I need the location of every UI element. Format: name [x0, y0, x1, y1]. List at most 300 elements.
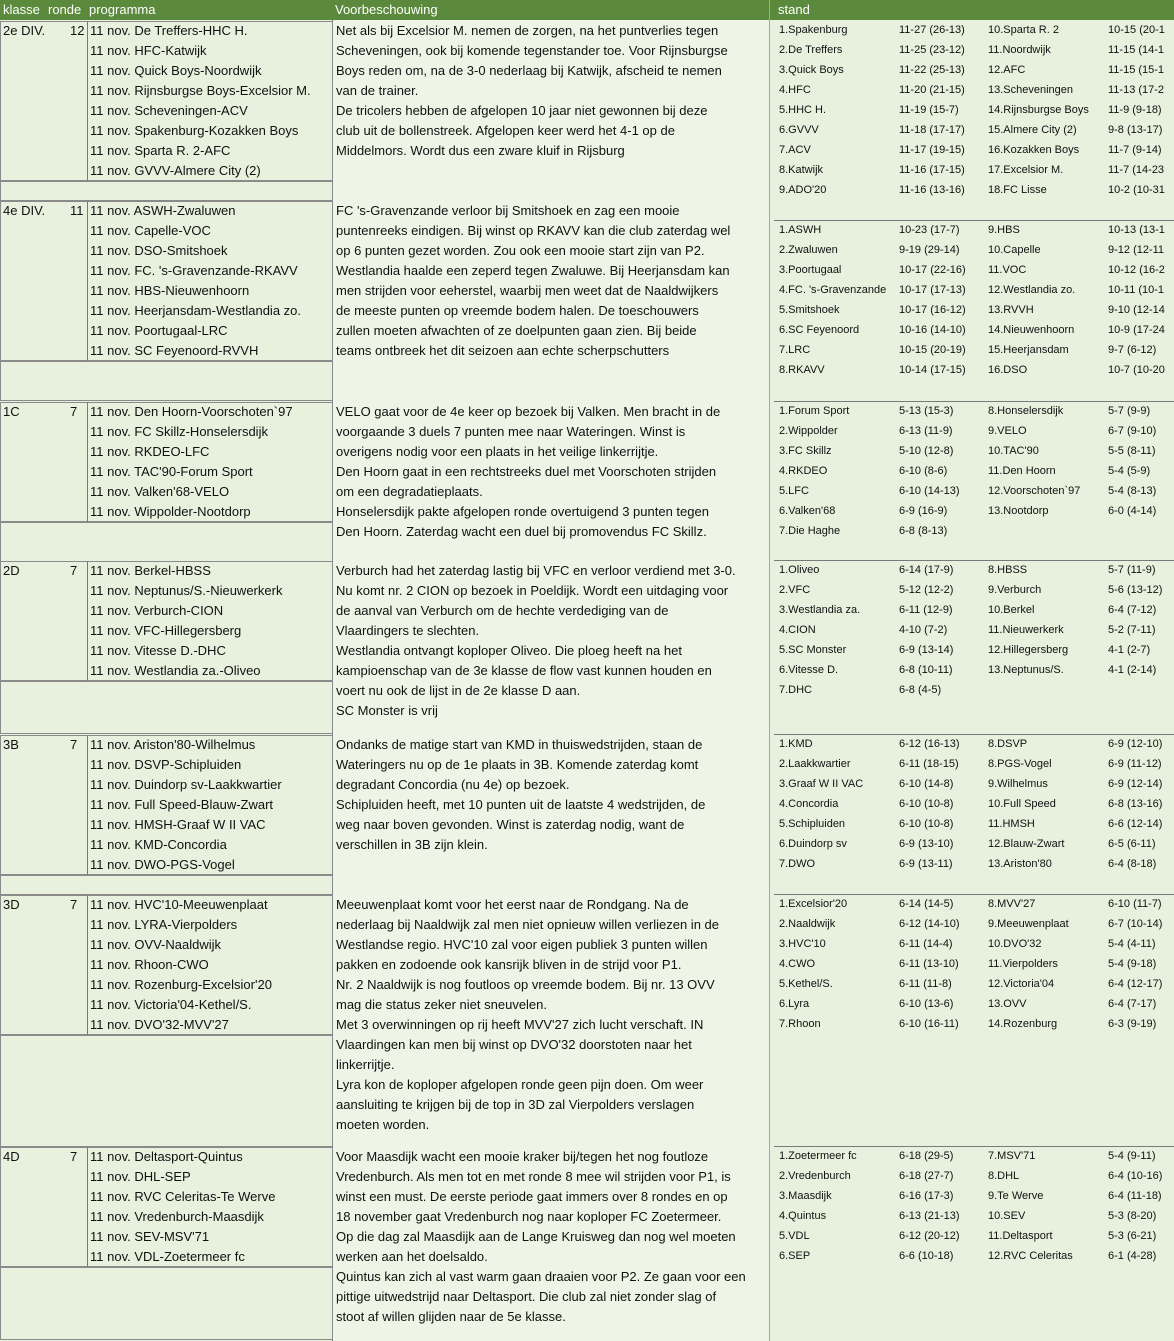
stand-score: 6-9 (11-12)	[1108, 758, 1162, 770]
preview-line: VELO gaat voor de 4e keer op bezoek bij Valken. Men bracht in de	[336, 404, 721, 419]
stand-team: 12.Voorschoten`97	[988, 485, 1081, 497]
divider	[87, 561, 88, 681]
preview-line: Schipluiden heeft, met 10 punten uit de laatste 4 wedstrijden, de	[336, 797, 706, 812]
stand-team: 4.Quintus	[779, 1210, 827, 1222]
preview-line: pakken en zodoende ook kansrijk bliven in de strijd voor P1.	[336, 957, 682, 972]
stand-score: 10-11 (10-1	[1108, 284, 1165, 296]
stand-team: 17.Excelsior M.	[988, 164, 1064, 176]
preview-line: Vredenburch. Als men tot en met ronde 8 mee wil strijden voor P1, is	[336, 1169, 731, 1184]
stand-team: 4.HFC	[779, 84, 811, 96]
stand-team: 10.Berkel	[988, 604, 1035, 616]
stand-team: 9.Meeuwenplaat	[988, 918, 1069, 930]
preview-line: 18 november gaat Vredenburch nog naar koploper FC Zoetermeer.	[336, 1209, 722, 1224]
stand-team: 11.VOC	[988, 264, 1027, 276]
stand-score: 6-9 (16-9)	[899, 505, 948, 517]
stand-score: 6-9 (13-14)	[899, 644, 954, 656]
stand-score: 10-12 (16-2	[1108, 264, 1165, 276]
stand-score: 11-9 (9-18)	[1108, 104, 1162, 116]
preview-line: Westlandia haalde een zeperd tegen Zwaluwe. Bij Heerjansdam kan	[336, 263, 730, 278]
preview-line: werken aan het doelsaldo.	[336, 1249, 488, 1264]
stand-score: 6-7 (9-10)	[1108, 425, 1157, 437]
preview-line: degradant Concordia (nu 4e) op bezoek.	[336, 777, 570, 792]
stand-score: 6-6 (10-18)	[899, 1250, 954, 1262]
stand-score: 6-4 (7-12)	[1108, 604, 1157, 616]
match-row: 11 nov. HVC'10-Meeuwenplaat	[90, 897, 268, 912]
stand-team: 2.Naaldwijk	[779, 918, 836, 930]
stand-score: 6-10 (10-8)	[899, 818, 954, 830]
match-row: 11 nov. DVO'32-MVV'27	[90, 1017, 229, 1032]
stand-score: 6-4 (11-18)	[1108, 1190, 1162, 1202]
header-programma: programma	[89, 2, 156, 17]
stand-score: 9-19 (29-14)	[899, 244, 960, 256]
stand-team: 3.Westlandia za.	[779, 604, 861, 616]
stand-team: 11.Den Hoorn	[988, 465, 1056, 477]
ronde-value: 7	[70, 897, 78, 912]
match-row: 11 nov. KMD-Concordia	[90, 837, 227, 852]
stand-team: 8.RKAVV	[779, 364, 825, 376]
stand-team: 18.FC Lisse	[988, 184, 1047, 196]
preview-line: Nr. 2 Naaldwijk is nog foutloos op vreemde bodem. Bij nr. 13 OVV	[336, 977, 715, 992]
stand-score: 6-18 (29-5)	[899, 1150, 954, 1162]
blank-row	[0, 1267, 333, 1340]
stand-score: 11-16 (13-16)	[899, 184, 965, 196]
header-klasse: klasse	[3, 2, 40, 17]
match-row: 11 nov. DHL-SEP	[90, 1169, 191, 1184]
preview-line: puntenreeks eindigen. Bij winst op RKAVV kan die club zaterdag wel	[336, 223, 731, 238]
ronde-value: 7	[70, 563, 78, 578]
stand-score: 5-10 (12-8)	[899, 445, 954, 457]
stand-team: 11.Nieuwerkerk	[988, 624, 1064, 636]
stand-team: 1.ASWH	[779, 224, 822, 236]
ronde-value: 7	[70, 404, 78, 419]
match-row: 11 nov. Rijnsburgse Boys-Excelsior M.	[90, 83, 311, 98]
stand-score: 6-18 (27-7)	[899, 1170, 954, 1182]
stand-team: 9.Verburch	[988, 584, 1042, 596]
preview-line: Den Hoorn gaat in een rechtstreeks duel met Voorschoten strijden	[336, 464, 717, 479]
match-row: 11 nov. GVVV-Almere City (2)	[90, 163, 261, 178]
stand-score: 6-8 (8-13)	[899, 525, 948, 537]
preview-line: op 6 punten gezet worden. Zou ook een mooie start zijn van P2.	[336, 243, 705, 258]
stand-score: 6-4 (12-17)	[1108, 978, 1163, 990]
stand-score: 11-17 (19-15)	[899, 144, 965, 156]
stand-score: 10-13 (13-1	[1108, 224, 1165, 236]
stand-score: 6-12 (20-12)	[899, 1230, 960, 1242]
match-row: 11 nov. Victoria'04-Kethel/S.	[90, 997, 252, 1012]
klasse-label: 2D	[3, 563, 20, 578]
preview-line: Vlaardingen kan men bij winst op DVO'32 doorstoten naar het	[336, 1037, 692, 1052]
stand-score: 5-4 (5-9)	[1108, 465, 1151, 477]
preview-line: men strijden voor eeherstel, waarbij men weet dat de Naaldwijkers	[336, 283, 719, 298]
stand-score: 9-10 (12-14	[1108, 304, 1165, 316]
stand-score: 6-10 (11-7)	[1108, 898, 1162, 910]
stand-score: 10-23 (17-7)	[899, 224, 960, 236]
stand-score: 6-12 (14-10)	[899, 918, 960, 930]
stand-team: 8.Katwijk	[779, 164, 824, 176]
stand-score: 5-7 (9-9)	[1108, 405, 1151, 417]
stand-team: 7.MSV'71	[988, 1150, 1036, 1162]
preview-line: Met 3 overwinningen op rij heeft MVV'27 zich lucht verschaft. IN	[336, 1017, 704, 1032]
stand-score: 5-5 (8-11)	[1108, 445, 1156, 457]
blank-row	[0, 181, 333, 201]
stand-score: 10-17 (17-13)	[899, 284, 966, 296]
stand-team: 7.ACV	[779, 144, 811, 156]
preview-line: FC 's-Gravenzande verloor bij Smitshoek en zag een mooie	[336, 203, 680, 218]
match-row: 11 nov. VDL-Zoetermeer fc	[90, 1249, 245, 1264]
stand-team: 1.Excelsior'20	[779, 898, 848, 910]
stand-team: 11.Deltasport	[988, 1230, 1053, 1242]
stand-score: 10-2 (10-31	[1108, 184, 1165, 196]
divider	[87, 402, 88, 522]
preview-line: teams ontbreek het dit seizoen aan echte scherpschutters	[336, 343, 670, 358]
preview-line: voorgaande 3 duels 7 punten mee naar Wateringen. Winst is	[336, 424, 686, 439]
stand-score: 6-10 (14-8)	[899, 778, 954, 790]
preview-line: verschillen in 3B zijn klein.	[336, 837, 488, 852]
blank-row	[0, 361, 333, 401]
stand-team: 1.Spakenburg	[779, 24, 848, 36]
stand-team: 2.Laakkwartier	[779, 758, 851, 770]
stand-score: 5-4 (4-11)	[1108, 938, 1156, 950]
stand-team: 11.Vierpolders	[988, 958, 1058, 970]
stand-team: 8.MVV'27	[988, 898, 1036, 910]
preview-line: Westlandia ontvangt koploper Oliveo. Die ploeg heeft na het	[336, 643, 682, 658]
match-row: 11 nov. Westlandia za.-Oliveo	[90, 663, 261, 678]
stand-team: 1.KMD	[779, 738, 813, 750]
stand-team: 13.Nootdorp	[988, 505, 1049, 517]
match-row: 11 nov. Berkel-HBSS	[90, 563, 211, 578]
blank-row	[0, 875, 333, 895]
stand-score: 11-19 (15-7)	[899, 104, 959, 116]
stand-team: 1.Forum Sport	[779, 405, 850, 417]
stand-team: 7.DWO	[779, 858, 816, 870]
stand-score: 10-7 (10-20	[1108, 364, 1165, 376]
stand-team: 4.CWO	[779, 958, 816, 970]
stand-score: 11-20 (21-15)	[899, 84, 965, 96]
match-row: 11 nov. Ariston'80-Wilhelmus	[90, 737, 256, 752]
stand-score: 6-10 (16-11)	[899, 1018, 959, 1030]
stand-team: 2.Wippolder	[779, 425, 838, 437]
stand-team: 16.DSO	[988, 364, 1028, 376]
ronde-value: 7	[70, 1149, 78, 1164]
stand-team: 10.Sparta R. 2	[988, 24, 1059, 36]
ronde-value: 11	[70, 203, 84, 218]
header-bar	[0, 0, 1174, 20]
stand-score: 4-10 (7-2)	[899, 624, 948, 636]
stand-score: 11-15 (14-1	[1108, 44, 1165, 56]
divider	[769, 0, 770, 1341]
stand-team: 13.OVV	[988, 998, 1027, 1010]
stand-score: 5-3 (8-20)	[1108, 1210, 1157, 1222]
klasse-label: 1C	[3, 404, 20, 419]
stand-team: 8.HBSS	[988, 564, 1028, 576]
stand-team: 5.HHC H.	[779, 104, 827, 116]
stand-score: 11-15 (15-1	[1108, 64, 1165, 76]
stand-team: 2.Zwaluwen	[779, 244, 838, 256]
stand-team: 2.Vredenburch	[779, 1170, 851, 1182]
stand-team: 9.VELO	[988, 425, 1027, 437]
stand-team: 13.RVVH	[988, 304, 1034, 316]
stand-team: 13.Scheveningen	[988, 84, 1074, 96]
stand-team: 9.HBS	[988, 224, 1020, 236]
stand-team: 6.SEP	[779, 1250, 811, 1262]
blank-row	[0, 1035, 333, 1147]
stand-score: 9-8 (13-17)	[1108, 124, 1163, 136]
stand-score: 6-11 (12-9)	[899, 604, 953, 616]
stand-team: 6.Vitesse D.	[779, 664, 839, 676]
preview-line: zullen moeten afwachten of ze doelpunten gaan zien. Bij beide	[336, 323, 697, 338]
stand-team: 12.Westlandia zo.	[988, 284, 1076, 296]
stand-score: 10-15 (20-1	[1108, 24, 1165, 36]
stand-score: 6-11 (18-15)	[899, 758, 959, 770]
stand-score: 11-13 (17-2	[1108, 84, 1165, 96]
match-row: 11 nov. Deltasport-Quintus	[90, 1149, 243, 1164]
preview-line: overigens nodig voor een plaats in het veilige linkerrijtje.	[336, 444, 659, 459]
stand-score: 5-6 (13-12)	[1108, 584, 1163, 596]
stand-team: 4.RKDEO	[779, 465, 828, 477]
stand-team: 12.Blauw-Zwart	[988, 838, 1065, 850]
match-row: 11 nov. RVC Celeritas-Te Werve	[90, 1189, 276, 1204]
match-row: 11 nov. Capelle-VOC	[90, 223, 211, 238]
stand-score: 6-3 (9-19)	[1108, 1018, 1157, 1030]
stand-team: 5.Kethel/S.	[779, 978, 833, 990]
stand-team: 12.RVC Celeritas	[988, 1250, 1073, 1262]
stand-score: 6-8 (4-5)	[899, 684, 942, 696]
stand-team: 13.Ariston'80	[988, 858, 1052, 870]
preview-line: Ondanks de matige start van KMD in thuiswedstrijden, staan de	[336, 737, 703, 752]
preview-line: mag die status zeker niet sneuvelen.	[336, 997, 548, 1012]
match-row: 11 nov. FC. 's-Gravenzande-RKAVV	[90, 263, 298, 278]
divider	[87, 21, 88, 181]
stand-team: 3.Poortugaal	[779, 264, 842, 276]
match-row: 11 nov. HFC-Katwijk	[90, 43, 207, 58]
klasse-label: 2e DIV.	[3, 23, 46, 38]
stand-score: 5-7 (11-9)	[1108, 564, 1156, 576]
match-row: 11 nov. Poortugaal-LRC	[90, 323, 228, 338]
header-stand: stand	[778, 2, 810, 17]
preview-line: Wateringers nu op de 1e plaats in 3B. Komende zaterdag komt	[336, 757, 699, 772]
stand-score: 6-9 (13-11)	[899, 858, 953, 870]
stand-score: 5-4 (8-13)	[1108, 485, 1157, 497]
match-row: 11 nov. RKDEO-LFC	[90, 444, 210, 459]
match-row: 11 nov. Neptunus/S.-Nieuwerkerk	[90, 583, 283, 598]
stand-score: 6-8 (10-11)	[899, 664, 953, 676]
preview-line: van de trainer.	[336, 83, 419, 98]
stand-team: 10.DVO'32	[988, 938, 1042, 950]
stand-score: 6-16 (17-3)	[899, 1190, 954, 1202]
stand-score: 5-13 (15-3)	[899, 405, 954, 417]
ronde-value: 7	[70, 737, 78, 752]
stand-team: 12.Victoria'04	[988, 978, 1055, 990]
blank-row	[0, 681, 333, 734]
match-row: 11 nov. Vitesse D.-DHC	[90, 643, 226, 658]
stand-score: 6-13 (21-13)	[899, 1210, 960, 1222]
stand-score: 6-9 (12-14)	[1108, 778, 1163, 790]
stand-team: 3.FC Skillz	[779, 445, 832, 457]
preview-line: weg naar boven gevonden. Winst is zaterdag nodig, want de	[336, 817, 685, 832]
preview-line: pittige uitwedstrijd naar Deltasport. Die club zal niet zonder slag of	[336, 1289, 717, 1304]
klasse-label: 3D	[3, 897, 20, 912]
match-row: 11 nov. Scheveningen-ACV	[90, 103, 248, 118]
match-row: 11 nov. SEV-MSV'71	[90, 1229, 210, 1244]
stand-team: 9.ADO'20	[779, 184, 827, 196]
stand-score: 6-14 (17-9)	[899, 564, 954, 576]
stand-team: 8.Honselersdijk	[988, 405, 1064, 417]
preview-line: Middelmors. Wordt dus een zware kluif in Rijsburg	[336, 143, 625, 158]
match-row: 11 nov. Quick Boys-Noordwijk	[90, 63, 262, 78]
match-row: 11 nov. SC Feyenoord-RVVH	[90, 343, 259, 358]
match-row: 11 nov. Valken'68-VELO	[90, 484, 230, 499]
stand-score: 6-11 (14-4)	[899, 938, 953, 950]
preview-line: Vlaardingers te slechten.	[336, 623, 480, 638]
stand-team: 12.AFC	[988, 64, 1026, 76]
stand-score: 11-27 (26-13)	[899, 24, 965, 36]
preview-line: linkerrijtje.	[336, 1057, 395, 1072]
stand-team: 4.CION	[779, 624, 816, 636]
stand-team: 13.Neptunus/S.	[988, 664, 1064, 676]
stand-score: 6-4 (10-16)	[1108, 1170, 1163, 1182]
stand-score: 6-4 (7-17)	[1108, 998, 1157, 1010]
klasse-label: 4e DIV.	[3, 203, 46, 218]
match-row: 11 nov. Sparta R. 2-AFC	[90, 143, 231, 158]
match-row: 11 nov. Heerjansdam-Westlandia zo.	[90, 303, 301, 318]
stand-score: 6-9 (12-10)	[1108, 738, 1163, 750]
stand-team: 16.Kozakken Boys	[988, 144, 1080, 156]
match-row: 11 nov. FC Skillz-Honselersdijk	[90, 424, 268, 439]
stand-team: 7.LRC	[779, 344, 811, 356]
stand-score: 5-3 (6-21)	[1108, 1230, 1157, 1242]
header-ronde: ronde	[48, 2, 82, 17]
preview-line: de meeste punten op vreemde bodem halen. De toeschouwers	[336, 303, 699, 318]
stand-score: 6-14 (14-5)	[899, 898, 954, 910]
preview-line: om een degradatieplaats.	[336, 484, 483, 499]
stand-score: 6-11 (11-8)	[899, 978, 952, 990]
stand-team: 5.VDL	[779, 1230, 810, 1242]
stand-team: 5.Schipluiden	[779, 818, 846, 830]
stand-team: 6.Duindorp sv	[779, 838, 847, 850]
stand-team: 3.Quick Boys	[779, 64, 844, 76]
match-row: 11 nov. DSO-Smitshoek	[90, 243, 228, 258]
stand-team: 1.Zoetermeer fc	[779, 1150, 857, 1162]
preview-line: Den Hoorn. Zaterdag wacht een duel bij promovendus FC Skillz.	[336, 524, 707, 539]
stand-team: 2.De Treffers	[779, 44, 843, 56]
stand-score: 6-6 (12-14)	[1108, 818, 1163, 830]
match-row: 11 nov. VFC-Hillegersberg	[90, 623, 242, 638]
stand-score: 6-7 (10-14)	[1108, 918, 1163, 930]
stand-team: 10.Capelle	[988, 244, 1041, 256]
klasse-label: 4D	[3, 1149, 20, 1164]
stand-score: 6-10 (14-13)	[899, 485, 960, 497]
stand-score: 5-2 (7-11)	[1108, 624, 1156, 636]
divider	[87, 735, 88, 875]
blank-row	[0, 522, 333, 562]
preview-line: Verburch had het zaterdag lastig bij VFC en verloor verdiend met 3-0.	[336, 563, 736, 578]
stand-score: 6-11 (13-10)	[899, 958, 959, 970]
preview-line: Quintus kan zich al vast warm gaan draaien voor P2. Ze gaan voor een	[336, 1269, 746, 1284]
header-voorbeschouwing: Voorbeschouwing	[335, 2, 438, 17]
stand-team: 8.DSVP	[988, 738, 1028, 750]
preview-line: Nu komt nr. 2 CION op bezoek in Poeldijk. Wordt een uitdaging voor	[336, 583, 729, 598]
ronde-value: 12	[70, 23, 85, 38]
match-row: 11 nov. ASWH-Zwaluwen	[90, 203, 236, 218]
stand-team: 11.HMSH	[988, 818, 1035, 830]
stand-score: 11-7 (9-14)	[1108, 144, 1162, 156]
preview-line: winst een must. De eerste periode gaat immers over 8 rondes en op	[336, 1189, 728, 1204]
stand-pane	[770, 20, 1174, 1341]
stand-team: 14.Rijnsburgse Boys	[988, 104, 1089, 116]
stand-score: 10-17 (16-12)	[899, 304, 966, 316]
stand-team: 2.VFC	[779, 584, 811, 596]
preview-line: Lyra kon de koploper afgelopen ronde geen pijn doen. Om weer	[336, 1077, 704, 1092]
divider	[87, 201, 88, 361]
stand-team: 3.Maasdijk	[779, 1190, 832, 1202]
stand-team: 12.Hillegersberg	[988, 644, 1069, 656]
preview-line: Scheveningen, ook bij komende tegenstander toe. Voor Rijnsburgse	[336, 43, 728, 58]
preview-line: nederlaag bij Naaldwijk zal men niet opnieuw willen verliezen in de	[336, 917, 719, 932]
match-row: 11 nov. LYRA-Vierpolders	[90, 917, 238, 932]
match-row: 11 nov. De Treffers-HHC H.	[90, 23, 248, 38]
stand-team: 9.Te Werve	[988, 1190, 1044, 1202]
stand-score: 6-13 (11-9)	[899, 425, 953, 437]
stand-team: 6.Lyra	[779, 998, 810, 1010]
preview-line: De tricolers hebben de afgelopen 10 jaar niet gewonnen bij deze	[336, 103, 708, 118]
stand-team: 5.Smitshoek	[779, 304, 840, 316]
preview-line: voert nu ook de lijst in de 2e klasse D aan.	[336, 683, 581, 698]
preview-line: kampioenschap van de 3e klasse de flow vast kunnen houden en	[336, 663, 712, 678]
preview-line: Op die dag zal Maasdijk aan de Lange Kruisweg dan nog wel moeten	[336, 1229, 736, 1244]
preview-line: Voor Maasdijk wacht een mooie kraker bij/tegen het nog foutloze	[336, 1149, 709, 1164]
stand-team: 3.Graaf W II VAC	[779, 778, 864, 790]
match-row: 11 nov. Full Speed-Blauw-Zwart	[90, 797, 274, 812]
stand-team: 14.Nieuwenhoorn	[988, 324, 1075, 336]
stand-score: 4-1 (2-14)	[1108, 664, 1157, 676]
stand-team: 4.Concordia	[779, 798, 839, 810]
stand-team: 15.Almere City (2)	[988, 124, 1077, 136]
stand-score: 5-4 (9-18)	[1108, 958, 1157, 970]
match-row: 11 nov. Spakenburg-Kozakken Boys	[90, 123, 299, 138]
stand-score: 10-9 (17-24	[1108, 324, 1165, 336]
stand-score: 4-1 (2-7)	[1108, 644, 1151, 656]
match-row: 11 nov. HMSH-Graaf W II VAC	[90, 817, 266, 832]
preview-line: Honselersdijk pakte afgelopen ronde overtuigend 3 punten tegen	[336, 504, 709, 519]
preview-line: Meeuwenplaat komt voor het eerst naar de Rondgang. Na de	[336, 897, 689, 912]
match-row: 11 nov. HBS-Nieuwenhoorn	[90, 283, 250, 298]
stand-team: 15.Heerjansdam	[988, 344, 1069, 356]
match-row: 11 nov. Vredenburch-Maasdijk	[90, 1209, 264, 1224]
klasse-label: 3B	[3, 737, 19, 752]
preview-line: moeten worden.	[336, 1117, 430, 1132]
match-row: 11 nov. DWO-PGS-Vogel	[90, 857, 235, 872]
stand-score: 6-9 (13-10)	[899, 838, 954, 850]
divider	[87, 895, 88, 1035]
stand-team: 6.Valken'68	[779, 505, 836, 517]
stand-score: 6-5 (6-11)	[1108, 838, 1156, 850]
stand-score: 9-7 (6-12)	[1108, 344, 1157, 356]
stand-score: 6-1 (4-28)	[1108, 1250, 1157, 1262]
stand-team: 8.DHL	[988, 1170, 1020, 1182]
preview-line: Westlandse regio. HVC'10 zal voor eigen publiek 3 punten willen	[336, 937, 708, 952]
match-row: 11 nov. Rozenburg-Excelsior'20	[90, 977, 272, 992]
match-row: 11 nov. Den Hoorn-Voorschoten`97	[90, 404, 293, 419]
preview-line: Net als bij Excelsior M. nemen de zorgen, na het puntverlies tegen	[336, 23, 719, 38]
preview-line: aansluiting te krijgen bij de top in 3D zal Vierpolders verslagen	[336, 1097, 695, 1112]
stand-team: 9.Wilhelmus	[988, 778, 1048, 790]
match-row: 11 nov. Rhoon-CWO	[90, 957, 209, 972]
stand-score: 6-10 (10-8)	[899, 798, 954, 810]
stand-score: 11-25 (23-12)	[899, 44, 965, 56]
stand-score: 6-0 (4-14)	[1108, 505, 1157, 517]
stand-score: 6-12 (16-13)	[899, 738, 960, 750]
stand-score: 6-10 (8-6)	[899, 465, 948, 477]
preview-line: de aanval van Verburch om de hechte verdediging van de	[336, 603, 669, 618]
